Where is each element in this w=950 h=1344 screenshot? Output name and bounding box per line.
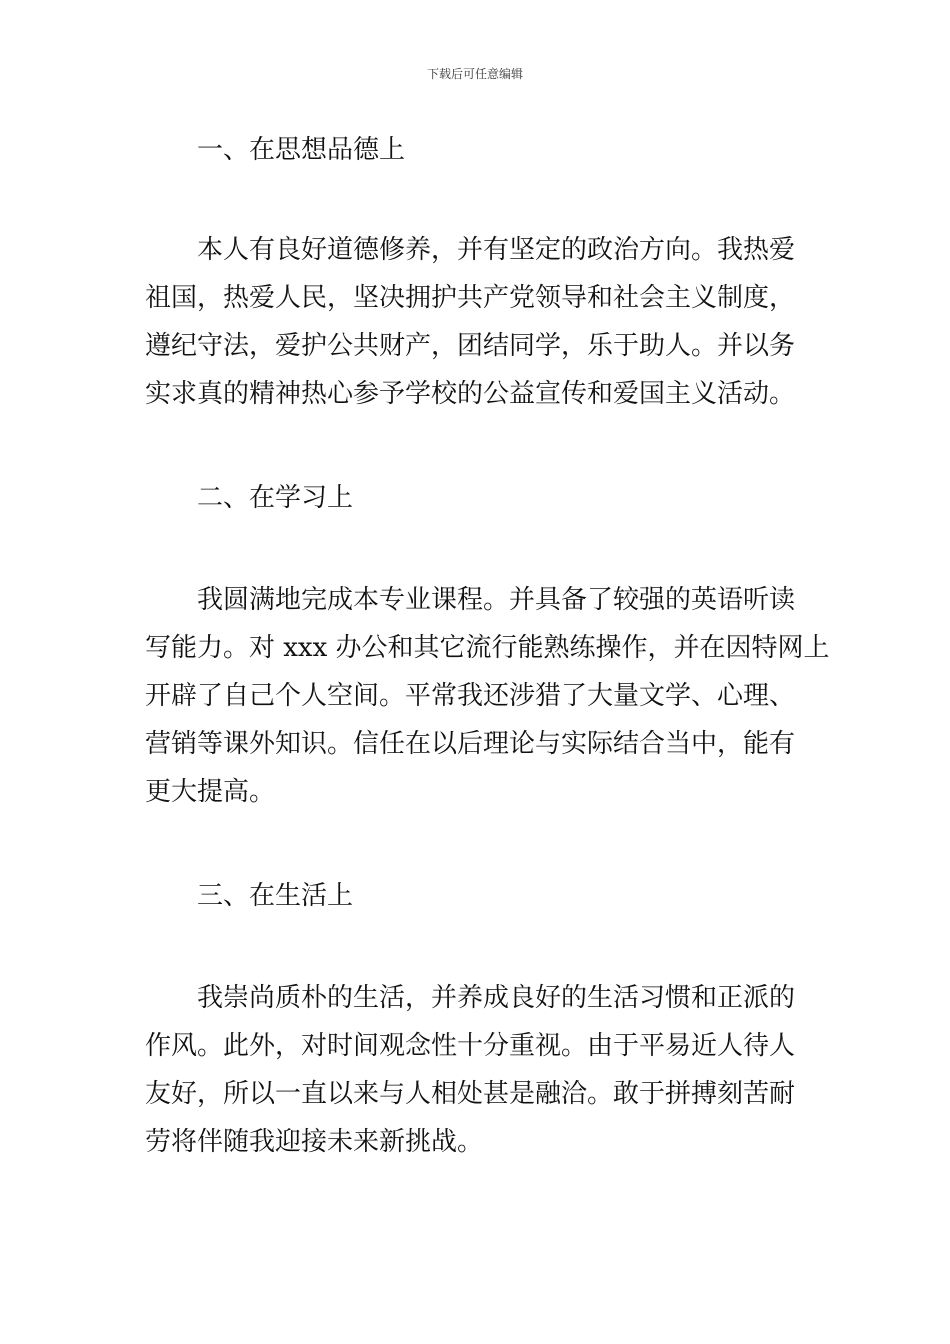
paragraph-line: 营销等课外知识。信任在以后理论与实际结合当中，能有 (145, 729, 796, 759)
paragraph-line: 友好，所以一直以来与人相处甚是融洽。敢于拼搏刻苦耐 (145, 1079, 796, 1109)
paragraph-line: 遵纪守法，爱护公共财产，团结同学，乐于助人。并以务 (145, 331, 796, 361)
paragraph-line: 劳将伴随我迎接未来新挑战。 (145, 1127, 484, 1157)
section-heading-2: 二、在学习上 (197, 483, 354, 513)
section-paragraph-2 (145, 576, 830, 816)
paragraph-line: 开辟了自己个人空间。平常我还涉猎了大量文学、心理、 (145, 681, 796, 711)
paragraph-line: 我圆满地完成本专业课程。并具备了较强的英语听读 (197, 585, 796, 615)
section-heading-1: 一、在思想品德上 (197, 135, 406, 165)
paragraph-line: 我崇尚质朴的生活，并养成良好的生活习惯和正派的 (197, 983, 796, 1013)
header-note: 下载后可任意编辑 (426, 67, 523, 81)
section-paragraph-3 (145, 974, 807, 1166)
paragraph-line: 更大提高。 (145, 777, 276, 807)
paragraph-line: 实求真的精神热心参予学校的公益宣传和爱国主义活动。 (145, 379, 796, 409)
section-heading-3: 三、在生活上 (197, 881, 354, 911)
section-paragraph-1 (145, 226, 807, 418)
paragraph-line: 祖国，热爱人民，坚决拥护共产党领导和社会主义制度， (145, 283, 796, 313)
paragraph-line: 作风。此外，对时间观念性十分重视。由于平易近人待人 (145, 1031, 796, 1061)
paragraph-line: 写能力。对 xxx 办公和其它流行能熟练操作，并在因特网上 (145, 633, 830, 663)
paragraph-line: 本人有良好道德修养，并有坚定的政治方向。我热爱 (197, 235, 796, 265)
